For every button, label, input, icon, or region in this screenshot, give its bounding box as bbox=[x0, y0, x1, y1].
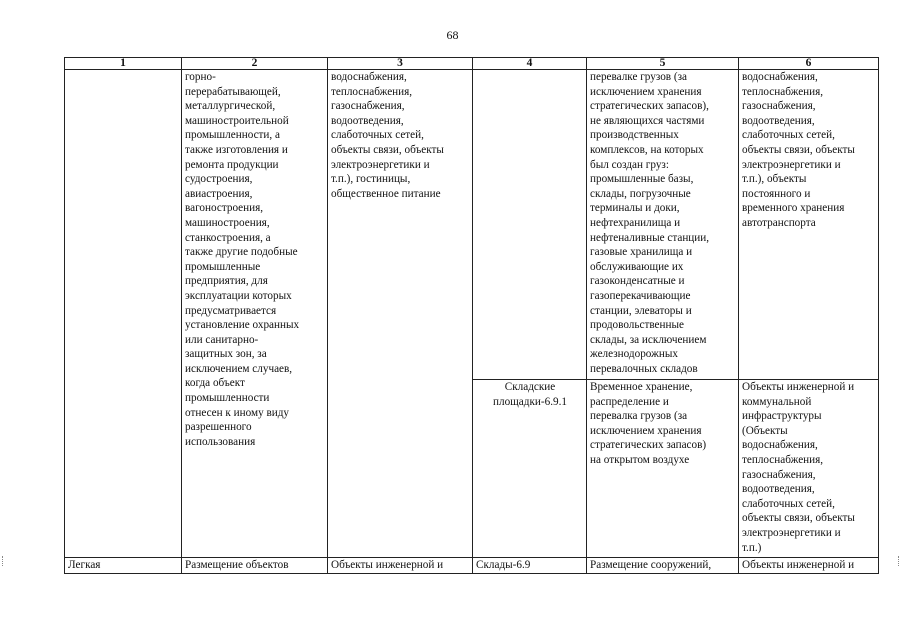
row2-col5-cell: Временное хранение, распределение и перевалка грузов (за исключением хранения стратегических запасов) на открытом воздухе bbox=[587, 380, 739, 558]
row3-col5-cell: Размещение сооружений, bbox=[587, 558, 739, 574]
table-row bbox=[65, 558, 879, 574]
row3-col3-cell: Объекты инженерной и bbox=[328, 558, 473, 574]
header-row bbox=[65, 58, 879, 70]
row3-col4-cell: Склады-6.9 bbox=[473, 558, 587, 574]
row2-col6-cell: Объекты инженерной и коммунальной инфраструктуры (Объекты водоснабжения, теплоснабжения, газоснабжения, водоотведения, слаботочных сетей, объекты связи, объекты электроэнергетики и т.п.) bbox=[739, 380, 879, 558]
header-col-2: 2 bbox=[182, 58, 328, 70]
header-col-3: 3 bbox=[328, 58, 473, 70]
scan-edge-mark-left bbox=[2, 556, 6, 566]
row1-col2-cell: горно- перерабатывающей, металлургической, машиностроительной промышленности, а также изготовления и ремонта продукции судостроения, авиастроения, вагоностроения, машиностроения, станкостроения, а также другие подобные промышленные предприятия, для эксплуатации которых предусматривается установление охранных или санитарно- защитных зон, за исключением случаев, когда объект промышленности отнесен к иному виду разрешенного использования bbox=[182, 70, 328, 558]
row3-col2-cell: Размещение объектов bbox=[182, 558, 328, 574]
header-col-6: 6 bbox=[739, 58, 879, 70]
land-use-table bbox=[64, 57, 879, 574]
row1-col4-cell bbox=[473, 70, 587, 380]
header-col-1: 1 bbox=[65, 58, 182, 70]
scan-edge-mark-right bbox=[898, 556, 902, 566]
row3-col1-cell: Легкая bbox=[65, 558, 182, 574]
table-row bbox=[65, 70, 879, 380]
header-col-4: 4 bbox=[473, 58, 587, 70]
row1-col3-cell: водоснабжения, теплоснабжения, газоснабжения, водоотведения, слаботочных сетей, объекты связи, объекты электроэнергетики и т.п.), гостиницы, общественное питание bbox=[328, 70, 473, 558]
header-col-5: 5 bbox=[587, 58, 739, 70]
row3-col6-cell: Объекты инженерной и bbox=[739, 558, 879, 574]
row1-col1-cell bbox=[65, 70, 182, 558]
row1-col6-cell: водоснабжения, теплоснабжения, газоснабжения, водоотведения, слаботочных сетей, объекты связи, объекты электроэнергетики и т.п.), объекты постоянного и временного хранения автотранспорта bbox=[739, 70, 879, 380]
page-number: 68 bbox=[446, 28, 459, 42]
row1-col5-cell: перевалке грузов (за исключением хранения стратегических запасов), не являющихся частями производственных комплексов, на которых был создан груз: промышленные базы, склады, погрузочные терминалы и доки, нефтехранилища и нефтеналивные станции, газовые хранилища и обслуживающие их газоконденсатные и газоперекачивающие станции, элеваторы и продовольственные склады, за исключением железнодорожных перевалочных складов bbox=[587, 70, 739, 380]
row2-col4-cell: Складские площадки-6.9.1 bbox=[473, 380, 587, 558]
